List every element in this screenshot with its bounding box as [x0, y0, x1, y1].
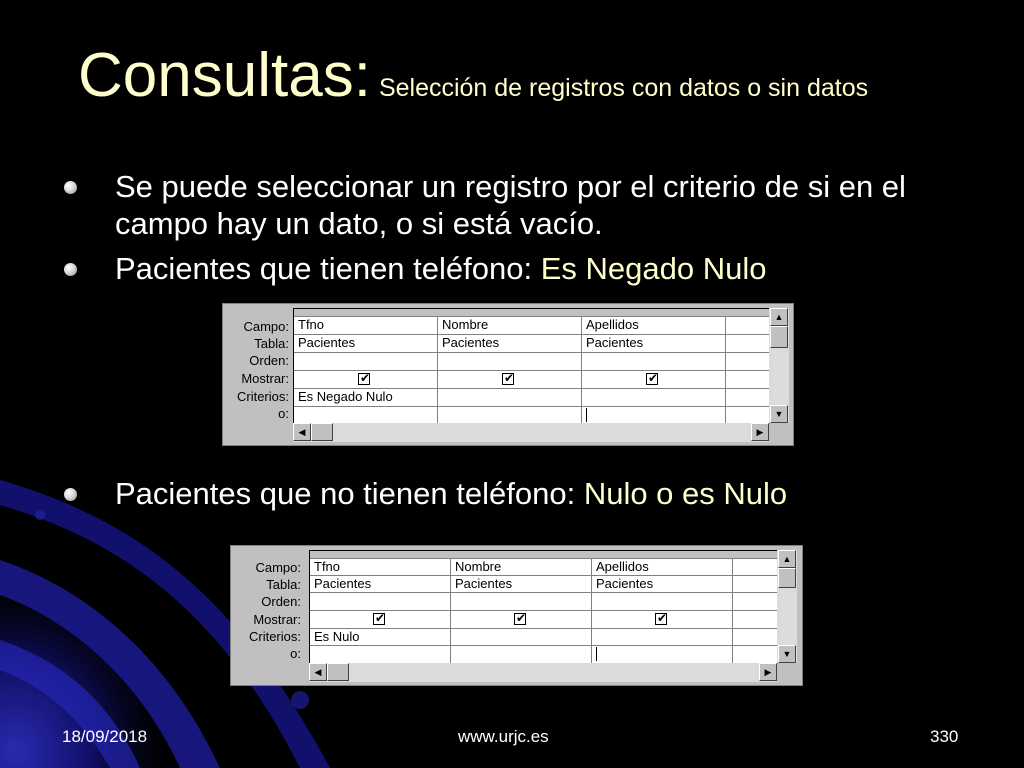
scroll-thumb[interactable]	[778, 568, 796, 588]
cell-orden[interactable]	[451, 593, 592, 611]
bullet-highlight: Es Negado Nulo	[540, 251, 767, 286]
bullet-text: Se puede seleccionar un registro por el criterio de si en el campo hay un dato, o si está vacío.	[115, 169, 906, 241]
round-bullet-icon	[64, 263, 77, 276]
cell-criterios[interactable]	[451, 629, 592, 646]
row-label-o: o:	[290, 646, 301, 661]
horizontal-scrollbar[interactable]	[309, 663, 777, 682]
cell-orden[interactable]	[294, 353, 438, 371]
cell-empty[interactable]	[733, 593, 778, 611]
footer-url: www.urjc.es	[458, 727, 549, 746]
cell-campo[interactable]: Nombre	[438, 317, 582, 335]
cell-campo[interactable]: Tfno	[294, 317, 438, 335]
checkmark-icon: ✔	[648, 371, 659, 385]
cell-tabla[interactable]: Pacientes	[582, 335, 726, 353]
checkmark-icon: ✔	[375, 611, 386, 625]
row-label-mostrar: Mostrar:	[241, 371, 289, 386]
cell-criterios[interactable]: Es Negado Nulo	[294, 389, 438, 407]
cell-empty[interactable]	[733, 576, 778, 593]
row-label-orden: Orden:	[261, 594, 301, 609]
cell-empty[interactable]	[726, 335, 770, 353]
row-label-criterios: Criterios:	[248, 629, 301, 644]
round-bullet-icon	[64, 488, 77, 501]
arrow-up-icon[interactable]: ▲	[778, 550, 796, 568]
scroll-thumb[interactable]	[770, 326, 788, 348]
cell-orden[interactable]	[592, 593, 733, 611]
vertical-scrollbar[interactable]	[777, 550, 797, 663]
text-caret	[586, 408, 587, 422]
cell-o[interactable]	[294, 407, 438, 424]
cell-mostrar[interactable]	[294, 371, 438, 389]
cell-criterios[interactable]	[592, 629, 733, 646]
mostrar-checkbox[interactable]	[502, 373, 514, 385]
scroll-thumb[interactable]	[311, 423, 333, 441]
mostrar-checkbox[interactable]	[373, 613, 385, 625]
slide-title	[78, 40, 868, 111]
row-label-campo: Campo:	[243, 319, 289, 334]
checkmark-icon: ✔	[516, 611, 527, 625]
row-label-tabla: Tabla:	[254, 336, 289, 351]
cell-o[interactable]	[582, 407, 726, 424]
checkmark-icon: ✔	[504, 371, 515, 385]
scroll-thumb[interactable]	[327, 663, 349, 681]
row-label-orden: Orden:	[249, 353, 289, 368]
arrow-down-icon[interactable]: ▼	[778, 645, 796, 663]
arrow-left-icon[interactable]: ◀	[293, 423, 311, 441]
cell-criterios[interactable]: Es Nulo	[310, 629, 451, 646]
cell-orden[interactable]	[310, 593, 451, 611]
title-main: Consultas:	[78, 41, 371, 110]
mostrar-checkbox[interactable]	[514, 613, 526, 625]
footer-date: 18/09/2018	[62, 727, 148, 746]
cell-tabla[interactable]: Pacientes	[294, 335, 438, 353]
cell-o[interactable]	[451, 646, 592, 664]
cell-orden[interactable]	[582, 353, 726, 371]
cell-mostrar[interactable]	[438, 371, 582, 389]
checkmark-icon: ✔	[657, 611, 668, 625]
cell-empty[interactable]	[733, 611, 778, 629]
query-design-grid	[230, 545, 803, 686]
arrow-left-icon[interactable]: ◀	[309, 663, 327, 681]
cell-empty[interactable]	[726, 353, 770, 371]
horizontal-scrollbar[interactable]	[293, 423, 769, 442]
cell-mostrar[interactable]	[451, 611, 592, 629]
cell-campo[interactable]: Nombre	[451, 559, 592, 576]
cell-tabla[interactable]: Pacientes	[592, 576, 733, 593]
cell-o[interactable]	[592, 646, 733, 664]
mostrar-checkbox[interactable]	[646, 373, 658, 385]
column-selector-bar[interactable]	[294, 309, 770, 317]
cell-tabla[interactable]: Pacientes	[451, 576, 592, 593]
cell-campo[interactable]: Tfno	[310, 559, 451, 576]
round-bullet-icon	[64, 181, 77, 194]
text-caret	[596, 647, 597, 661]
arrow-down-icon[interactable]: ▼	[770, 405, 788, 423]
cell-empty[interactable]	[733, 629, 778, 646]
bullet-highlight: Nulo o es Nulo	[583, 476, 788, 511]
mostrar-checkbox[interactable]	[655, 613, 667, 625]
row-label-campo: Campo:	[255, 560, 301, 575]
grid-body	[309, 550, 777, 663]
title-subtitle: Selección de registros con datos o sin datos	[378, 74, 869, 102]
cell-empty[interactable]	[726, 407, 770, 424]
row-label-mostrar: Mostrar:	[253, 612, 301, 627]
arrow-up-icon[interactable]: ▲	[770, 308, 788, 326]
cell-mostrar[interactable]	[592, 611, 733, 629]
cell-empty[interactable]	[726, 371, 770, 389]
row-label-o: o:	[278, 406, 289, 421]
arrow-right-icon[interactable]: ▶	[759, 663, 777, 681]
cell-empty[interactable]	[726, 389, 770, 407]
cell-campo[interactable]: Apellidos	[592, 559, 733, 576]
query-design-grid	[222, 303, 794, 446]
cell-empty[interactable]	[733, 559, 778, 576]
cell-empty[interactable]	[726, 317, 770, 335]
bullet-text: Pacientes que no tienen teléfono:	[115, 476, 584, 511]
cell-orden[interactable]	[438, 353, 582, 371]
footer-page-number: 330	[930, 727, 959, 746]
cell-tabla[interactable]: Pacientes	[310, 576, 451, 593]
cell-empty[interactable]	[733, 646, 778, 664]
column-selector-bar[interactable]	[310, 551, 778, 559]
cell-mostrar[interactable]	[582, 371, 726, 389]
grid-body	[293, 308, 769, 423]
row-label-criterios: Criterios:	[236, 389, 289, 404]
cell-tabla[interactable]: Pacientes	[438, 335, 582, 353]
row-label-tabla: Tabla:	[266, 577, 301, 592]
mostrar-checkbox[interactable]	[358, 373, 370, 385]
bullet-text: Pacientes que tienen teléfono:	[115, 251, 541, 286]
cell-criterios[interactable]	[582, 389, 726, 407]
cell-mostrar[interactable]	[310, 611, 451, 629]
vertical-scrollbar[interactable]	[769, 308, 789, 423]
checkmark-icon: ✔	[360, 371, 371, 385]
cell-o[interactable]	[310, 646, 451, 664]
cell-campo[interactable]: Apellidos	[582, 317, 726, 335]
cell-o[interactable]	[438, 407, 582, 424]
cell-criterios[interactable]	[438, 389, 582, 407]
arrow-right-icon[interactable]: ▶	[751, 423, 769, 441]
